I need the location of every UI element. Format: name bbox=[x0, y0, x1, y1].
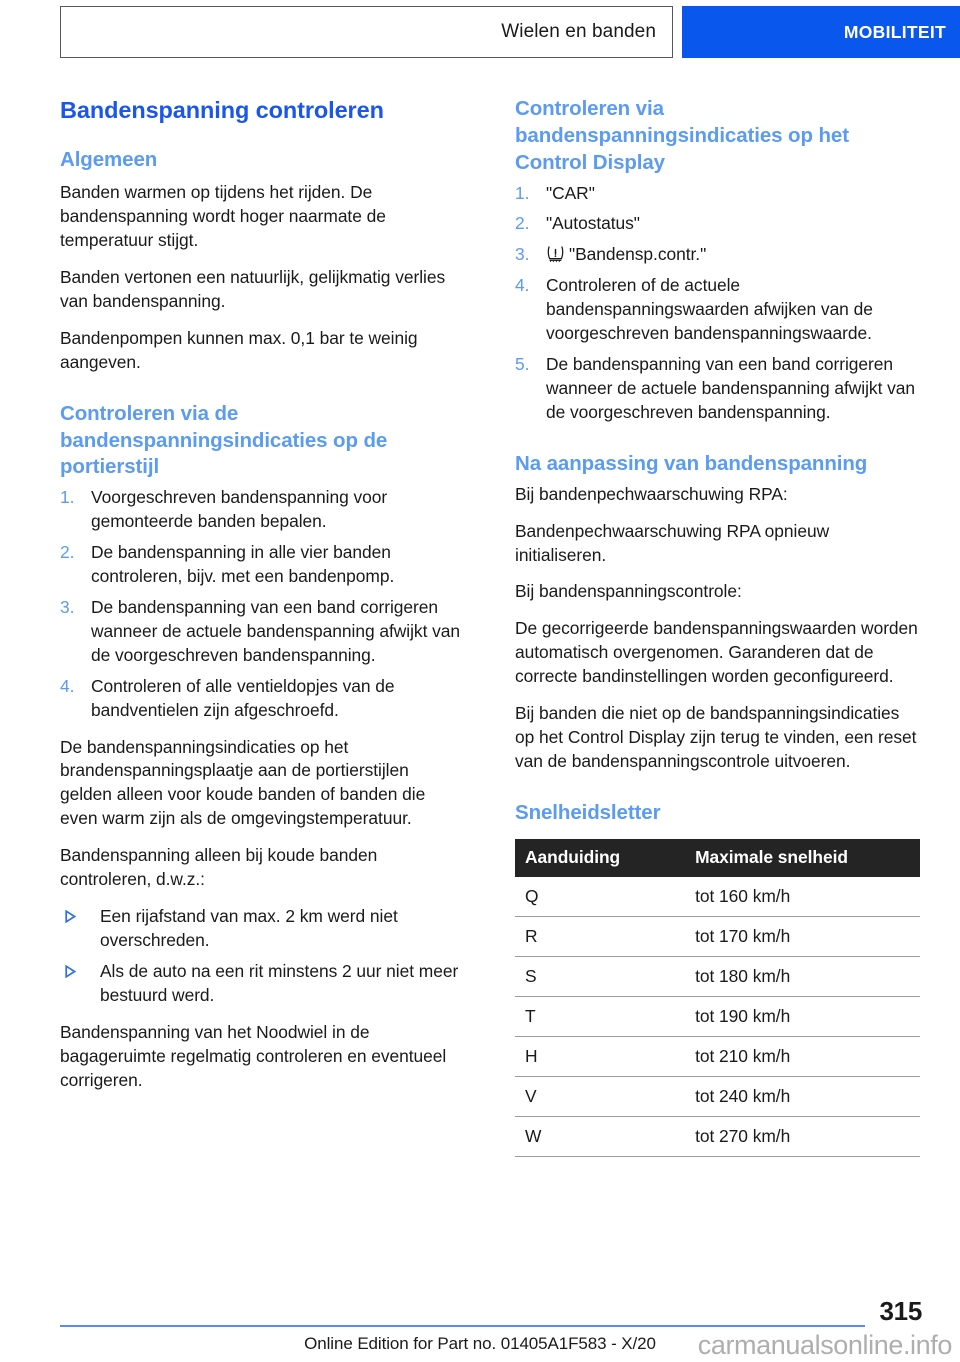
cell-code: H bbox=[515, 1036, 685, 1076]
page-number: 315 bbox=[879, 1296, 922, 1326]
table-row bbox=[515, 1076, 920, 1116]
cell-code: W bbox=[515, 1116, 685, 1156]
bullets-koude-banden bbox=[60, 905, 465, 1008]
cell-code: R bbox=[515, 916, 685, 956]
table-row bbox=[515, 1116, 920, 1156]
list-item-text: Controleren of de actuele bandenspanningswaarden afwijken van de voorgeschreven bandenspanningswaarde. bbox=[546, 275, 873, 344]
chapter-title: Wielen en banden bbox=[501, 21, 656, 42]
paragraph: Bandenpechwaarschuwing RPA opnieuw initialiseren. bbox=[515, 520, 830, 565]
paragraph: De bandenspanningsindicaties op het brandenspanningsplaatje aan de portierstijlen gelden alleen voor koude banden of banden die even warm zijn als de omgevingstemperatuur. bbox=[60, 736, 426, 829]
paragraph: Bandenpompen kunnen max. 0,1 bar te weinig aangeven. bbox=[60, 327, 418, 372]
watermark: carmanualsonline.info bbox=[697, 1330, 952, 1360]
section-tab bbox=[682, 6, 960, 58]
table-header-row bbox=[515, 839, 920, 877]
list-marker: 1. bbox=[515, 182, 530, 203]
list-item-text: Een rijafstand van max. 2 km werd niet overschreden. bbox=[100, 906, 398, 950]
list-item bbox=[60, 486, 465, 534]
two-column-body bbox=[60, 96, 920, 1157]
cell-code: S bbox=[515, 956, 685, 996]
paragraph: Banden vertonen een natuurlijk, gelijkmatig verlies van bandenspanning. bbox=[60, 266, 446, 311]
column-header-maximale-snelheid: Maximale snelheid bbox=[685, 839, 920, 877]
list-marker: 4. bbox=[60, 675, 75, 696]
cell-speed: tot 270 km/h bbox=[685, 1116, 920, 1156]
paragraph: Bandenspanning alleen bij koude banden controleren, d.w.z.: bbox=[60, 845, 378, 890]
list-item-text: Controleren of alle ventieldopjes van de bandventielen zijn afgeschroefd. bbox=[91, 675, 395, 720]
list-item-text: De bandenspanning van een band corrigeren wanneer de actuele bandenspanning afwijkt van de voorgeschreven bandenspanning. bbox=[546, 354, 916, 422]
list-marker: 3. bbox=[515, 244, 530, 265]
list-item bbox=[60, 905, 465, 953]
cell-speed: tot 210 km/h bbox=[685, 1036, 920, 1076]
cell-speed: tot 240 km/h bbox=[685, 1076, 920, 1116]
list-marker: 1. bbox=[60, 487, 75, 508]
chapter-title-box bbox=[60, 6, 673, 58]
column-header-aanduiding: Aanduiding bbox=[515, 839, 685, 877]
steps-control-display bbox=[515, 182, 920, 425]
list-item bbox=[60, 675, 465, 723]
paragraph: Bij banden die niet op de bandspanningsindicaties op het Control Display zijn terug te vinden, een reset van de bandenspanningscontrole uitvoeren. bbox=[515, 703, 917, 771]
table-row bbox=[515, 877, 920, 917]
table-row bbox=[515, 1036, 920, 1076]
paragraph: De gecorrigeerde bandenspanningswaarden worden automatisch overgenomen. Garanderen dat de correcte bandinstellingen worden geconfigureerd. bbox=[515, 618, 918, 687]
heading-portierstijl: Controleren via de bandenspanningsindicaties op de portierstijl bbox=[60, 401, 388, 479]
list-item-text: "CAR" bbox=[546, 182, 595, 203]
page-title: Bandenspanning controleren bbox=[60, 97, 384, 123]
cell-code: Q bbox=[515, 877, 685, 917]
heading-control-display: Controleren via bandenspanningsindicaties op het Control Display bbox=[515, 97, 849, 174]
list-item-text: Als de auto na een rit minstens 2 uur niet meer bestuurd werd. bbox=[100, 960, 459, 1005]
list-item-text: Voorgeschreven bandenspanning voor gemonteerde banden bepalen. bbox=[91, 487, 388, 532]
list-marker: 4. bbox=[515, 275, 530, 296]
section-tab-label: MOBILITEIT bbox=[843, 21, 946, 42]
triangle-bullet-icon bbox=[65, 965, 76, 978]
list-item bbox=[60, 541, 465, 589]
speed-rating-table bbox=[515, 839, 920, 1157]
list-item bbox=[515, 182, 920, 206]
list-marker: 3. bbox=[60, 596, 75, 617]
list-item bbox=[515, 212, 920, 236]
cell-speed: tot 170 km/h bbox=[685, 916, 920, 956]
list-item-text: De bandenspanning van een band corrigeren wanneer de actuele bandenspanning afwijkt van de voorgeschreven bandenspanning. bbox=[91, 596, 461, 665]
table-body bbox=[515, 877, 920, 1157]
running-header bbox=[60, 6, 960, 58]
cell-speed: tot 190 km/h bbox=[685, 996, 920, 1036]
list-item-text: De bandenspanning in alle vier banden controleren, bijv. met een bandenpomp. bbox=[91, 542, 395, 586]
footer-rule bbox=[60, 1325, 865, 1327]
right-column bbox=[515, 96, 920, 1157]
heading-na-aanpassing: Na aanpassing van bandenspanning bbox=[515, 451, 868, 475]
list-item bbox=[60, 596, 465, 668]
steps-portierstijl bbox=[60, 486, 465, 722]
table-row bbox=[515, 996, 920, 1036]
list-item bbox=[515, 353, 920, 425]
cell-speed: tot 160 km/h bbox=[685, 877, 920, 917]
paragraph: Bij bandenspanningscontrole: bbox=[515, 581, 742, 602]
triangle-bullet-icon bbox=[65, 910, 76, 923]
list-item bbox=[515, 274, 920, 346]
tire-pressure-warning-icon bbox=[546, 245, 565, 263]
heading-snelheidsletter: Snelheidsletter bbox=[515, 800, 661, 824]
paragraph: Banden warmen op tijdens het rijden. De bandenspanning wordt hoger naarmate de temperatuur stijgt. bbox=[60, 182, 386, 251]
list-marker: 2. bbox=[60, 542, 75, 563]
edition-note: Online Edition for Part no. 01405A1F583 - X/20 bbox=[304, 1334, 656, 1353]
list-item bbox=[515, 243, 920, 267]
list-marker: 5. bbox=[515, 354, 530, 375]
table-row bbox=[515, 956, 920, 996]
list-item-text: "Autostatus" bbox=[546, 213, 640, 234]
cell-code: V bbox=[515, 1076, 685, 1116]
heading-algemeen: Algemeen bbox=[60, 148, 158, 172]
cell-speed: tot 180 km/h bbox=[685, 956, 920, 996]
list-item bbox=[60, 960, 465, 1008]
list-item-text: "Bandensp.contr." bbox=[569, 244, 707, 265]
list-marker: 2. bbox=[515, 213, 530, 234]
left-column bbox=[60, 96, 465, 1157]
paragraph: Bij bandenpechwaarschuwing RPA: bbox=[515, 483, 788, 504]
table-row bbox=[515, 916, 920, 956]
paragraph: Bandenspanning van het Noodwiel in de bagageruimte regelmatig controleren en eventueel corrigeren. bbox=[60, 1021, 447, 1090]
table-head bbox=[515, 839, 920, 877]
cell-code: T bbox=[515, 996, 685, 1036]
